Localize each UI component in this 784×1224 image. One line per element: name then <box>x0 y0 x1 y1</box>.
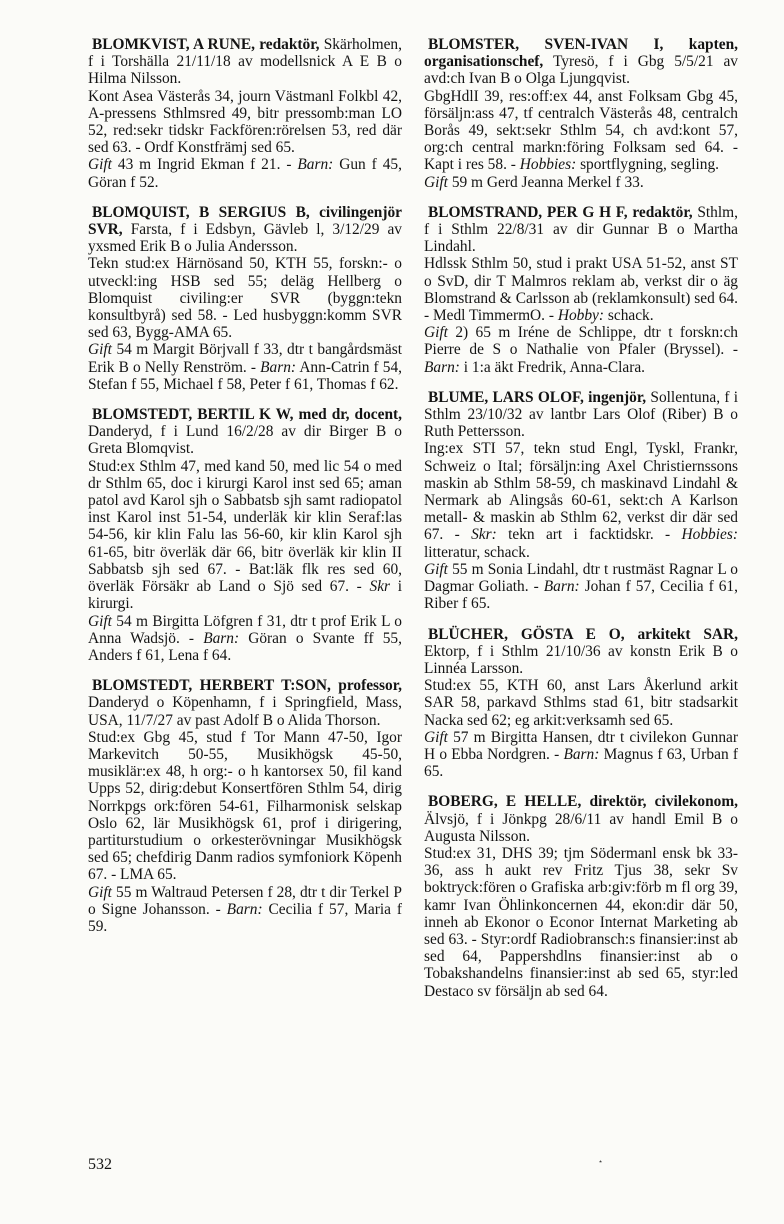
entry-career: Stud:ex Gbg 45, stud f Tor Mann 47-50, Igor Markevitch 50-55, Musikhögsk 45-50, musiklär:ex 48, h org:- o h kantorsex 50, fil kand Upps 52, dirig:debut Konsertfören Sthlm 54, dirig Norrkpgs ork:fören 54-61, Filharmonisk selskap Oslo 62, lär Musikhögsk 61, prof i dirigering, partiturstudium o orkesterövningar Musikhögsk sed 65; chefdirig Danm radios symfoniork Köpenh 67. - LMA 65. <box>88 728 402 884</box>
career-text: GbgHdlI 39, res:off:ex 44, anst Folksam Gbg 45, försäljn:ass 47, tf centralch Västerås 48, centralch Borås 49, sekt:sekr Sthlm 54, ch avd:kont 57, org:ch central markn:föring Folksam sed 64. - Kapt i res 58. - <box>424 87 738 174</box>
entry-head-rest: Älvsjö, f i Jönkpg 28/6/11 av handl Emil B o Augusta Nilsson. <box>424 810 738 845</box>
barn-text: Magnus f 63, Urban f 65. <box>424 745 738 781</box>
skr-text: tekn art i facktidskr. - <box>508 526 671 544</box>
entry-name: BLOMKVIST, A RUNE, <box>92 36 255 53</box>
entry-career: Kont Asea Västerås 34, journ Västmanl Folkbl 42, A-pressens Sthlmsred 49, bitr pressomb:man LO 52, red:sekr tidskr Fackfören:rörelsen 53, red där sed 63. - Ordf Konstfrämj sed 65. <box>88 87 402 157</box>
entry-family <box>424 729 738 781</box>
entry-head <box>88 204 402 256</box>
gift-text: 55 m Waltraud Petersen f 28, dtr t dir Terkel P o Signe Johansson. - <box>88 883 402 918</box>
hobby-label: Hobbies: <box>519 156 577 174</box>
entry-blomster <box>424 36 738 191</box>
entry-name: BLOMSTEDT, BERTIL K W, <box>92 406 294 424</box>
entry-name: BLUME, LARS OLOF, <box>428 388 584 406</box>
entry-blomstedt-herbert <box>88 677 402 935</box>
entry-career <box>424 88 738 174</box>
gift-label: Gift <box>88 612 112 630</box>
entry-head <box>424 36 738 88</box>
gift-text: 54 m Margit Börjvall f 33, dtr t bangårdsmäst Erik B o Nelly Renström. - <box>88 341 402 376</box>
entry-career: Stud:ex 31, DHS 39; tjm Södermanl ensk bk 33-36, ass h aukt rev Fritz Tjus 38, sekr Sv boktryck:fören o Grafiska arb:giv:förb m fl org 39, kamr Ivan Öhlinkoncernen 44, ekon:dir där 50, inneh ab Ekonor o Econor Internat Marketing ab sed 63. - Styr:ordf Radiobransch:s finansier:inst ab sed 64, Pappershdlns finansier:inst ab o Tobakshandelns finansier:inst ab sed 65, styr:led Destaco sv försäljn ab sed 64. <box>424 844 738 1000</box>
entry-career <box>424 440 738 560</box>
hobby-label: Hobbies: <box>681 526 738 544</box>
gift-text: 57 m Birgitta Hansen, dtr t civilekon Gunnar H o Ebba Nordgren. - <box>424 728 738 763</box>
gift-label: Gift <box>88 883 112 901</box>
entry-head-rest: Farsta, f i Edsbyn, Gävleb l, 3/12/29 av yxsmed Erik B o Julia Andersson. <box>88 221 402 256</box>
entry-head-rest: Sollentuna, f i Sthlm 23/10/32 av lantbr Lars Olof (Riber) B o Ruth Pettersson. <box>424 388 738 441</box>
gift-label: Gift <box>424 560 448 578</box>
entry-career <box>424 255 738 324</box>
barn-text: Ann-Catrin f 54, Stefan f 55, Michael f 58, Peter f 61, Thomas f 62. <box>88 358 402 393</box>
barn-label: Barn: <box>203 629 240 647</box>
skr-label: Skr: <box>471 526 497 544</box>
barn-text: Johan f 57, Cecilia f 61, Riber f 65. <box>424 578 738 613</box>
entry-blomquist <box>88 204 402 393</box>
entry-title: direktör, civilekonom, <box>589 793 739 811</box>
page-number: 532 <box>88 1156 112 1173</box>
barn-label: Barn: <box>260 358 297 376</box>
entry-title: redaktör, <box>259 36 320 53</box>
entry-blomkvist <box>88 36 402 191</box>
entry-name: BLOMSTRAND, PER G H F, <box>428 203 628 221</box>
entry-career: Tekn stud:ex Härnösand 50, KTH 55, forskn:- o utveckl:ing HSB sed 55; deläg Hellberg o Blomquist civiling:er SVR (byggn:tekn konsultbyrå) sed 58. - Led husbyggn:komm SVR sed 63, Bygg-AMA 65. <box>88 255 402 342</box>
entry-family <box>88 156 402 190</box>
entry-family <box>88 341 402 393</box>
hobby-label: Hobby: <box>557 307 605 325</box>
barn-label: Barn: <box>297 156 334 174</box>
entry-title: med dr, docent, <box>298 406 402 424</box>
entry-name: BLOMSTER, SVEN-IVAN I, <box>428 36 664 53</box>
entry-head <box>424 793 738 845</box>
entry-head <box>424 626 738 678</box>
entry-family <box>88 613 402 665</box>
gift-label: Gift <box>88 156 112 174</box>
gift-label: Gift <box>424 324 448 342</box>
entry-career: Stud:ex 55, KTH 60, anst Lars Åkerlund arkit SAR 58, parkavd Sthlms stad 61, bitr stadsarkit Nacka sed 62; eg arkit:verksamh sed 65. <box>424 677 738 729</box>
gift-label: Gift <box>424 728 448 746</box>
gift-text: 2) 65 m Iréne de Schlippe, dtr t forskn:ch Pierre de S o Nathalie von Pfaler (Bryssel). - <box>424 324 738 359</box>
barn-text: i 1:a äkt Fredrik, Anna-Clara. <box>463 358 645 376</box>
gift-text: 54 m Birgitta Löfgren f 31, dtr t prof Erik L o Anna Wadsjö. - <box>88 612 402 647</box>
gift-text: 43 m Ingrid Ekman f 21. - <box>117 156 292 174</box>
skr-label: Skr <box>369 578 391 596</box>
gift-label: Gift <box>424 173 448 191</box>
entry-head-rest: Tyresö, f i Gbg 5/5/21 av avd:ch Ivan B o Olga Ljungqvist. <box>424 53 739 88</box>
entry-head <box>88 406 402 458</box>
entry-blomstedt-bertil <box>88 406 402 664</box>
left-column <box>88 36 402 948</box>
career-text: Hdlssk Sthlm 50, stud i prakt USA 51-52, anst ST o SvD, dir T Malmros reklam ab, verkst dir o äg Blomstrand & Carlsson ab (reklamkonsult) sed 64. - Medl TimmermO. - <box>424 255 738 325</box>
entry-title: professor, <box>338 677 402 695</box>
entry-family <box>424 324 738 376</box>
print-speck-icon: ⋆ <box>598 1157 604 1166</box>
entry-title: civilingenjör SVR, <box>88 203 402 239</box>
gift-label: Gift <box>88 341 112 359</box>
barn-text: Göran o Svante ff 55, Anders f 61, Lena f 64. <box>88 629 402 664</box>
entry-name: BLOMQUIST, B SERGIUS B, <box>92 203 310 221</box>
entry-blucher <box>424 626 738 781</box>
skr-text: i kirurgi. <box>88 578 402 613</box>
entry-name: BLOMSTEDT, HERBERT T:SON, <box>92 677 331 695</box>
entry-blomstrand <box>424 204 738 376</box>
entry-name: BOBERG, E HELLE, <box>428 793 582 811</box>
entry-title: arkitekt SAR, <box>637 625 738 643</box>
entry-title: kapten, organisationschef, <box>424 36 738 71</box>
career-text: Ing:ex STI 57, tekn stud Engl, Tyskl, Frankr, Schweiz o Ital; försäljn:ing Axel Christiernssons maskin ab Sthlm 58-59, ch maskinavd Lindahl & Nermark ab Alingsås 60-61, sekt:ch A Karlson metall- & maskin ab Sthlm 62, verkst dir där sed 67. - <box>424 440 738 544</box>
entry-head-rest: Sthlm, f i Sthlm 22/8/31 av dir Gunnar B o Martha Lindahl. <box>424 203 738 256</box>
barn-text: Gun f 45, Göran f 52. <box>88 156 402 191</box>
entry-head-rest: Skärholmen, f i Torshälla 21/11/18 av modellsnick A E B o Hilma Nilsson. <box>88 36 402 88</box>
hobby-text: sportflygning, segling. <box>580 156 719 174</box>
entry-boberg <box>424 793 738 999</box>
barn-label: Barn: <box>226 900 263 918</box>
entry-career <box>88 458 402 613</box>
entry-head <box>424 389 738 441</box>
entry-name: BLÜCHER, GÖSTA E O, <box>428 625 625 643</box>
barn-label: Barn: <box>563 745 600 763</box>
entry-family <box>424 561 738 613</box>
entry-head-rest: Danderyd, f i Lund 16/2/28 av dir Birger B o Greta Blomqvist. <box>88 423 402 458</box>
entry-title: redaktör, <box>632 203 693 221</box>
entry-family <box>88 884 402 936</box>
entry-head <box>424 204 738 256</box>
right-column <box>424 36 738 1013</box>
entry-blume <box>424 389 738 613</box>
hobby-text: schack. <box>607 307 654 325</box>
gift-text: 59 m Gerd Jeanna Merkel f 33. <box>451 173 644 191</box>
entry-title: ingenjör, <box>588 388 647 406</box>
hobby-text: litteratur, schack. <box>424 543 530 561</box>
entry-family <box>424 174 738 191</box>
entry-head <box>88 36 402 88</box>
entry-head <box>88 677 402 729</box>
career-text: Stud:ex Sthlm 47, med kand 50, med lic 54 o med dr Sthlm 65, doc i kirurgi Karol inst sed 65; aman patol avd Karol sjh o Sabbatsb sjh samt radiopatol inst Karol inst 51-54, underläk kir klin Seraf:las 54-56, kir klin Falu las 56-60, kir klin Karol sjh 61-65, bitr överläk där 66, bitr överläk kir klin II Sabbatsb sjh sed 67. - Bat:läk flk res sed 60, överläk Försäkr ab Land o Sjö sed 67. - <box>88 457 402 596</box>
gift-text: 55 m Sonia Lindahl, dtr t rustmäst Ragnar L o Dagmar Goliath. - <box>424 560 738 596</box>
barn-text: Cecilia f 57, Maria f 59. <box>88 900 402 935</box>
entry-head-rest: Ektorp, f i Sthlm 21/10/36 av konstn Erik B o Linnéa Larsson. <box>424 642 738 677</box>
entry-head-rest: Danderyd o Köpenhamn, f i Springfield, Mass, USA, 11/7/27 av past Adolf B o Alida Thorson. <box>88 694 402 729</box>
barn-label: Barn: <box>424 358 460 376</box>
barn-label: Barn: <box>543 578 580 596</box>
